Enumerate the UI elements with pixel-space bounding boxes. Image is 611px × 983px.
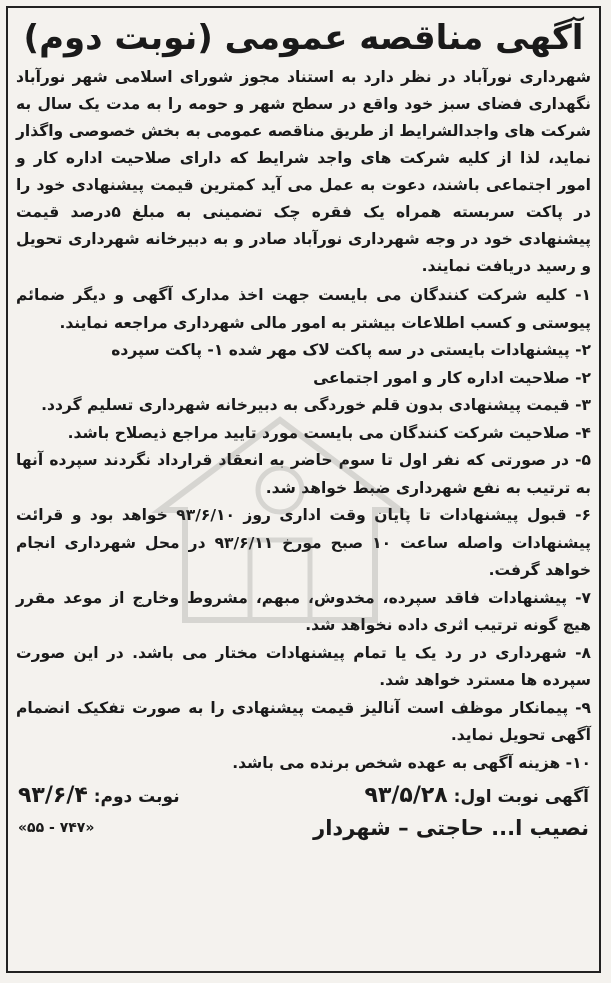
notice-item: ۵- در صورتی که نفر اول تا سوم حاضر به انعقاد قرارداد نگردند سپرده آنها به ترتیب به نفع شهرداری ضبط خواهد شد. bbox=[16, 451, 591, 497]
notice-item: ۴- صلاحیت شرکت کنندگان می بایست مورد تایید مراجع ذیصلاح باشد. bbox=[67, 423, 591, 442]
mayor-signature: نصیب ا... حاجتی – شهردار bbox=[313, 816, 589, 840]
notice-item: ۳- قیمت پیشنهادی بدون قلم خوردگی به دبیرخانه شهرداری تسلیم گردد. bbox=[41, 396, 591, 414]
notice-intro: شهرداری نورآباد در نظر دارد به استناد مجوز شورای اسلامی شهر نورآباد نگهداری فضای سبز خود واقع در سطح شهر و حومه را به مدت یک سال به شرکت های واجدالشرایط از طریق مناقصه عمومی به بخش خصوصی واگذار نماید، لذا از کلیه شرکت های واجد شرایط که دارای صلاحیت اداره کار و امور اجتماعی باشند، دعوت به عمل می آید کمترین قیمت پیشنهادی خود را در پاکت سربسته همراه یک فقره چک تضمینی به مبلغ ۵درصد قیمت پیشنهادی خود در وجه شهرداری نورآباد صادر و به دبیرخانه شهرداری تحویل و رسید دریافت نمایند. bbox=[16, 68, 592, 275]
first-turn-label: آگهی نوبت اول: bbox=[453, 787, 589, 807]
notice-bottom bbox=[8, 808, 599, 840]
notice-frame bbox=[6, 6, 601, 973]
ad-code: «۵۵ - ۷۴۷» bbox=[18, 820, 95, 836]
second-turn-label: نوبت دوم: bbox=[93, 787, 180, 807]
first-turn-date: ۹۳/۵/۲۸ bbox=[364, 783, 448, 808]
notice-item: ۹- پیمانکار موظف است آنالیز قیمت پیشنهادی را به صورت تفکیک انضمام آگهی تحویل نماید. bbox=[16, 698, 591, 744]
notice-item: ۷- پیشنهادات فاقد سپرده، مخدوش، مبهم، مشروط وخارج از موعد مقرر هیچ گونه ترتیب اثری داده نخواهد شد. bbox=[16, 588, 591, 634]
notice-title: آگهی مناقصه عمومی (نوبت دوم) bbox=[23, 18, 584, 58]
second-turn bbox=[18, 783, 180, 808]
notice-items bbox=[8, 280, 599, 777]
notice-item: ۲- پیشنهادات بایستی در سه پاکت لاک مهر شده ۱- پاکت سپرده bbox=[111, 341, 591, 359]
notice-item: ۱- کلیه شرکت کنندگان می بایست جهت اخذ مدارک آگهی و دیگر ضمائم پیوستی و کسب اطلاعات بیشتر به امور مالی شهرداری مراجعه نمایند. bbox=[16, 286, 591, 332]
first-turn bbox=[365, 783, 589, 808]
publication-dates bbox=[8, 777, 599, 808]
notice-item: ۱۰- هزینه آگهی به عهده شخص برنده می باشد. bbox=[232, 753, 591, 772]
notice-item: ۶- قبول پیشنهادات تا پایان وقت اداری روز ۹۳/۶/۱۰ خواهد بود و قرائت پیشنهادات واصله ساعت ۱۰ صبح مورخ ۹۳/۶/۱۱ در محل شهرداری انجام خواهد گرفت. bbox=[16, 506, 592, 579]
notice-item: ۲- صلاحیت اداره کار و امور اجتماعی bbox=[313, 368, 591, 387]
notice-item: ۸- شهرداری در رد یک یا تمام پیشنهادات مختار می باشد. در این صورت سپرده ها مسترد خواهد شد. bbox=[16, 643, 591, 689]
second-turn-date: ۹۳/۶/۴ bbox=[18, 783, 88, 808]
